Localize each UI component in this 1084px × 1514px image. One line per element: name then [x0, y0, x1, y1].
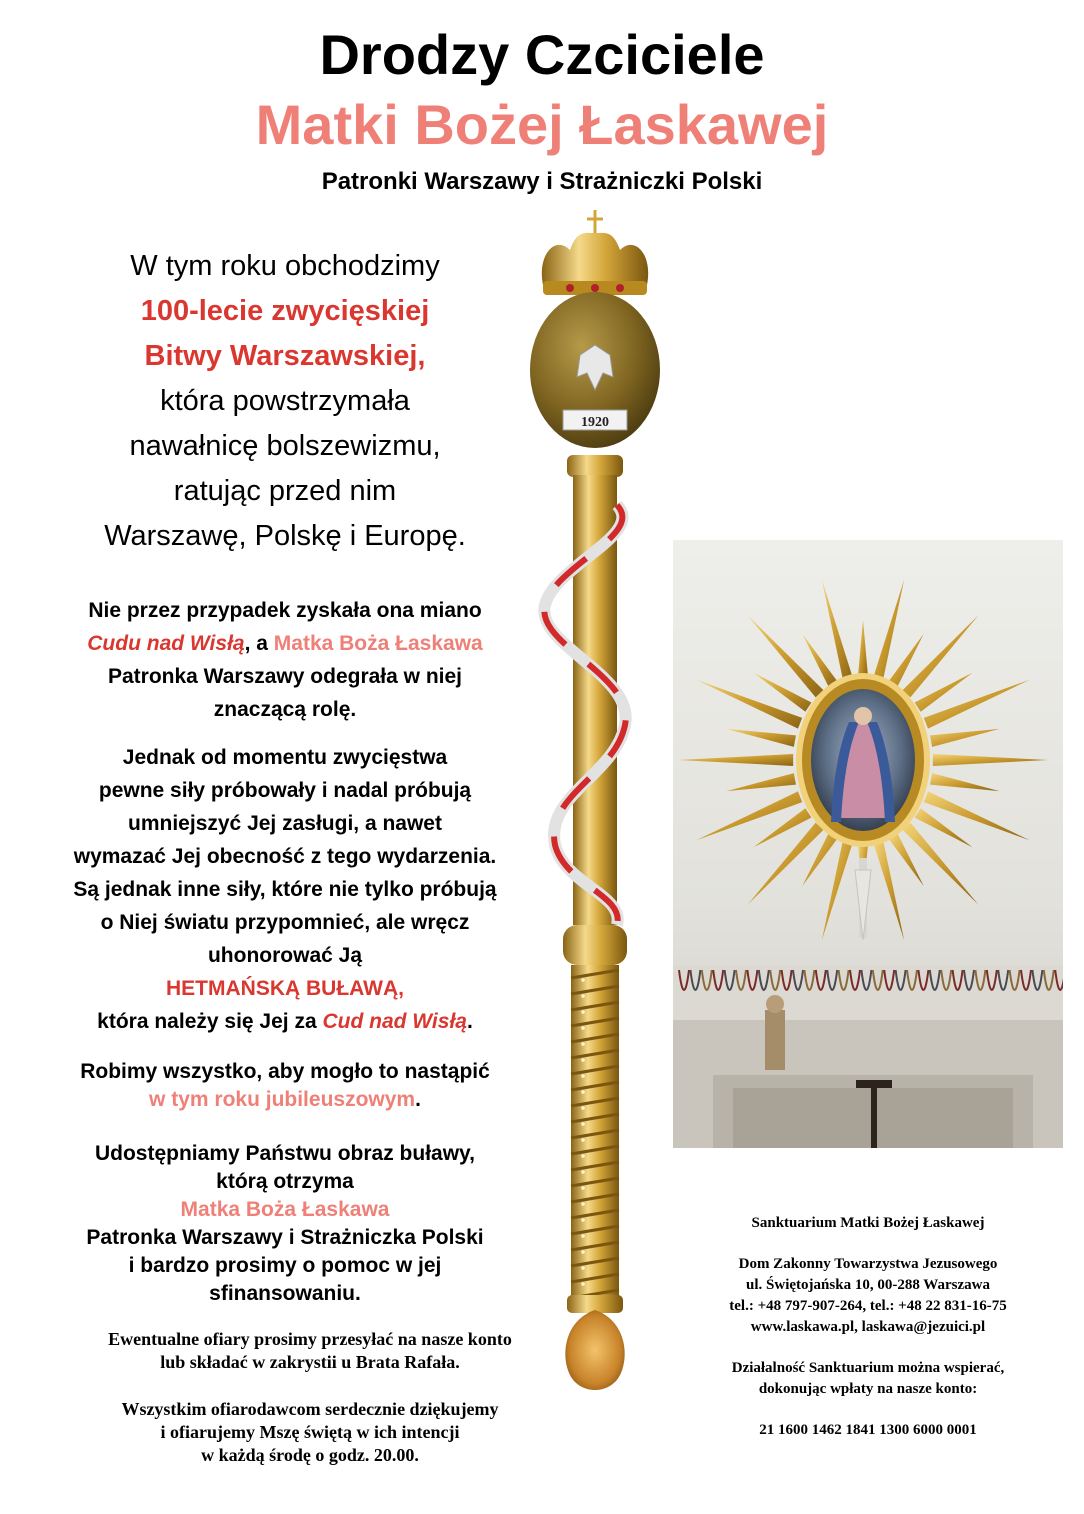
intro-line: W tym roku obchodzimy	[130, 250, 440, 282]
contact-block	[673, 1213, 1063, 1441]
text-line: znaczącą rolę.	[213, 698, 357, 721]
text-line: umniejszyć Jej zasługi, a nawet	[128, 812, 442, 835]
spiral-dot	[581, 1186, 585, 1190]
intro-line: Warszawę, Polskę i Europę.	[104, 520, 466, 552]
text-line: Robimy wszystko, aby mogło to nastąpić	[80, 1060, 490, 1083]
our-lady-name: Matka Boża Łaskawa	[180, 1198, 390, 1221]
altar-photo	[673, 540, 1063, 1148]
text-line	[40, 627, 530, 660]
text-line: Ewentualne ofiary prosimy przesyłać na nasze konto	[108, 1329, 512, 1349]
spiral-dot	[581, 1266, 585, 1270]
house-name: Dom Zakonny Towarzystwa Jezusowego	[738, 1256, 998, 1272]
spiral-dot	[581, 1058, 585, 1062]
paragraph-jubilee	[40, 1058, 530, 1114]
text-line	[40, 1005, 530, 1038]
spiral-dot	[581, 1154, 585, 1158]
mace-phrase: HETMAŃSKĄ BUŁAWĄ,	[166, 977, 404, 1000]
text-line: w każdą środę o godz. 20.00.	[201, 1445, 419, 1465]
miracle-phrase: Cudu nad Wisłą	[87, 632, 245, 655]
our-lady-name: Matka Boża Łaskawa	[273, 632, 483, 655]
jubilee-phrase: w tym roku jubileuszowym	[149, 1088, 416, 1111]
phone-numbers: tel.: +48 797-907-264, tel.: +48 22 831-16-75	[729, 1298, 1007, 1314]
text-line: i ofiarujemy Mszę świętą w ich intencji	[160, 1422, 460, 1442]
text-span: .	[415, 1088, 421, 1111]
sanctuary-name: Sanktuarium Matki Bożej Łaskawej	[751, 1215, 985, 1231]
text-span: .	[466, 1010, 473, 1033]
text-line: Patronka Warszawy i Strażniczka Polski	[86, 1226, 484, 1249]
spiral-dot	[581, 978, 585, 982]
text-line: sfinansowaniu.	[209, 1282, 361, 1305]
bank-account: 21 1600 1462 1841 1300 6000 0001	[759, 1422, 977, 1438]
spiral-dot	[581, 1042, 585, 1046]
spiral-dot	[581, 1170, 585, 1174]
address: ul. Świętojańska 10, 00-288 Warszawa	[746, 1277, 990, 1293]
page-title-line2: Matki Bożej Łaskawej	[255, 93, 829, 156]
text-line	[40, 1086, 530, 1114]
text-line: lub składać w zakrystii u Brata Rafała.	[160, 1352, 460, 1372]
spiral-dot	[581, 1106, 585, 1110]
intro-line: nawałnicę bolszewizmu,	[129, 430, 441, 462]
text-line: Są jednak inne siły, które nie tylko próbują	[73, 878, 497, 901]
support-line: Działalność Sanktuarium można wspierać,	[731, 1360, 1005, 1376]
spiral-dot	[581, 1250, 585, 1254]
text-line: Wszystkim ofiarodawcom serdecznie dziękujemy	[121, 1399, 499, 1419]
paragraph-thanks	[60, 1398, 560, 1467]
spiral-dot	[581, 1010, 585, 1014]
spiral-dot	[581, 1026, 585, 1030]
text-line: Udostępniamy Państwu obraz buławy,	[94, 1142, 475, 1165]
support-line: dokonując wpłaty na nasze konto:	[758, 1381, 978, 1397]
intro-paragraph	[60, 244, 510, 559]
text-line: którą otrzyma	[216, 1170, 354, 1193]
text-line: Jednak od momentu zwycięstwa	[122, 746, 448, 769]
text-line: Patronka Warszawy odegrała w niej	[107, 665, 462, 688]
text-span: która należy się Jej za	[97, 1010, 323, 1033]
text-line: pewne siły próbowały i nadal próbują	[98, 779, 472, 802]
miracle-phrase: Cud nad Wisłą	[322, 1010, 467, 1033]
hetman-mace-illustration	[525, 205, 660, 1400]
paragraph-funding	[40, 1140, 530, 1308]
paragraph-miracle	[40, 594, 530, 726]
spiral-dot	[581, 1218, 585, 1222]
page-subtitle: Patronki Warszawy i Strażniczki Polski	[321, 168, 763, 195]
separator: , a	[244, 632, 274, 655]
spiral-dot	[581, 1282, 585, 1286]
text-line: o Niej światu przypomnieć, ale wręcz	[100, 911, 470, 934]
intro-highlight: Bitwy Warszawskiej,	[144, 340, 426, 372]
text-line: i bardzo prosimy o pomoc w jej	[128, 1254, 442, 1277]
spiral-dot	[581, 1090, 585, 1094]
spiral-dot	[581, 1122, 585, 1126]
paragraph-donations	[60, 1328, 560, 1374]
spiral-dot	[581, 1202, 585, 1206]
intro-highlight: 100-lecie zwycięskiej	[140, 295, 430, 327]
mace-year-label: 1920	[581, 415, 609, 430]
page-title-line1: Drodzy Czciciele	[319, 23, 765, 86]
spiral-dot	[581, 994, 585, 998]
text-line: wymazać Jej obecność z tego wydarzenia.	[73, 845, 497, 868]
spiral-dot	[581, 1074, 585, 1078]
intro-line: która powstrzymała	[160, 385, 410, 417]
paragraph-forces	[40, 741, 530, 1038]
text-line: Nie przez przypadek zyskała ona miano	[88, 599, 482, 622]
intro-line: ratując przed nim	[173, 475, 397, 507]
web-email: www.laskawa.pl, laskawa@jezuici.pl	[750, 1319, 986, 1335]
spiral-dot	[581, 1234, 585, 1238]
spiral-dot	[581, 1138, 585, 1142]
text-line: uhonorować Ją	[207, 944, 363, 967]
